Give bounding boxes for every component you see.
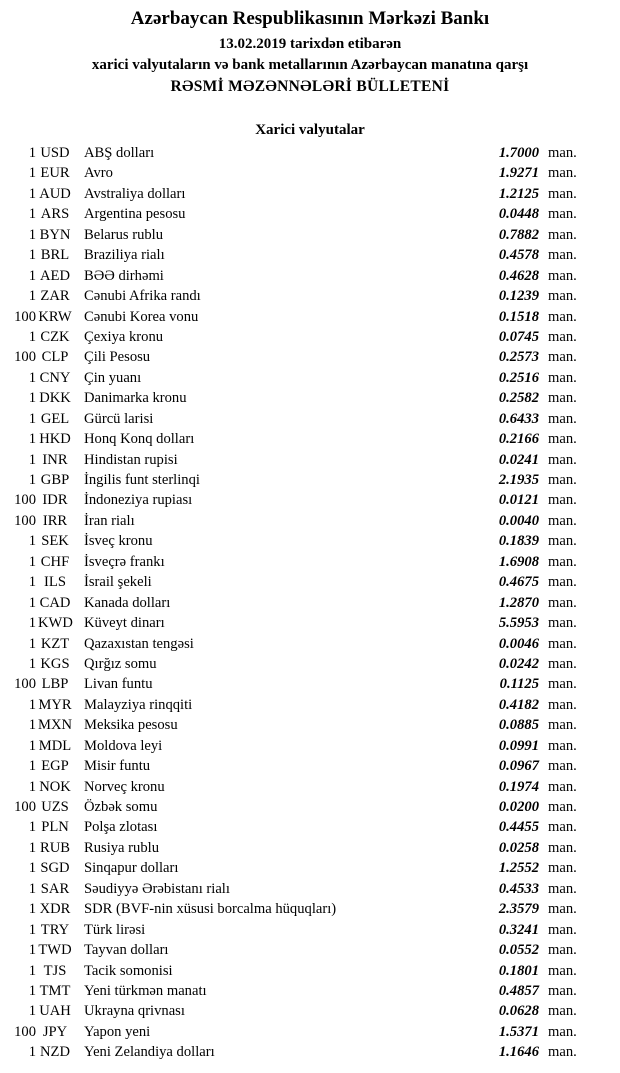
row-currency-name: Qazaxıstan tengəsi [84, 635, 194, 652]
row-quantity: 1 [28, 1003, 36, 1020]
row-currency-code: IDR [42, 492, 68, 509]
row-rate: 0.1125 [499, 676, 539, 693]
row-currency-code: JPY [42, 1023, 68, 1040]
table-row [0, 738, 620, 758]
row-currency-code: BRL [40, 247, 70, 264]
table-row [0, 329, 620, 349]
row-unit-label: man. [548, 860, 577, 877]
row-currency-code: USD [40, 145, 70, 161]
row-currency-code: UAH [39, 1003, 71, 1020]
row-unit-label: man. [548, 1023, 577, 1040]
row-rate: 0.0448 [498, 206, 539, 223]
row-currency-code: KZT [40, 635, 70, 652]
row-currency-code: SGD [40, 860, 70, 877]
row-rate: 2.1935 [498, 472, 539, 488]
row-currency-code: CNY [39, 369, 71, 386]
table-row [0, 472, 620, 492]
row-unit-label: man. [548, 492, 577, 509]
row-rate: 0.0258 [498, 839, 539, 856]
row-currency-code: MDL [38, 737, 72, 754]
table-row [0, 390, 620, 410]
table-row [0, 186, 620, 206]
table-row [0, 922, 620, 942]
table-row [0, 574, 620, 594]
table-row [0, 901, 620, 921]
row-rate: 0.6433 [498, 410, 539, 427]
row-unit-label: man. [548, 737, 577, 754]
row-quantity: 1 [28, 226, 36, 243]
row-rate: 0.1518 [498, 308, 539, 325]
row-quantity: 1 [28, 247, 36, 264]
table-row [0, 595, 620, 615]
table-row [0, 554, 620, 574]
row-rate: 0.0241 [498, 451, 539, 468]
row-quantity: 1 [28, 615, 36, 632]
row-quantity: 1 [28, 594, 36, 611]
row-currency-name: Tayvan dolları [84, 942, 169, 959]
row-currency-code: AUD [39, 185, 71, 202]
row-currency-name: Yapon yeni [84, 1023, 151, 1040]
row-rate: 0.0121 [498, 492, 539, 509]
row-rate: 1.6908 [498, 553, 539, 570]
row-rate: 0.0200 [498, 799, 539, 815]
row-unit-label: man. [548, 533, 577, 550]
row-unit-label: man. [548, 185, 577, 202]
row-rate: 0.4533 [498, 880, 539, 897]
row-unit-label: man. [548, 799, 577, 815]
row-unit-label: man. [548, 308, 577, 325]
row-currency-name: Livan funtu [84, 676, 153, 693]
row-rate: 1.5371 [498, 1023, 539, 1040]
row-rate: 0.1974 [498, 778, 539, 795]
row-unit-label: man. [548, 1044, 577, 1061]
row-unit-label: man. [548, 165, 577, 182]
row-currency-code: LBP [41, 676, 69, 693]
row-unit-label: man. [548, 839, 577, 856]
table-row [0, 963, 620, 983]
row-quantity: 1 [28, 860, 36, 877]
row-rate: 1.2125 [498, 185, 539, 202]
row-currency-code: CLP [41, 349, 69, 366]
row-currency-name: Braziliya rialı [84, 247, 165, 264]
table-row [0, 1024, 620, 1044]
row-unit-label: man. [548, 921, 577, 938]
row-quantity: 1 [28, 533, 36, 550]
row-unit-label: man. [548, 655, 577, 672]
row-currency-name: Kanada dolları [84, 594, 171, 611]
row-unit-label: man. [548, 717, 577, 734]
row-rate: 0.0628 [498, 1003, 539, 1020]
row-currency-code: INR [42, 451, 68, 468]
row-currency-name: İsrail şekeli [84, 574, 152, 591]
row-rate: 0.0242 [498, 655, 539, 672]
row-currency-name: Ukrayna qrivnası [84, 1003, 185, 1020]
row-currency-name: Küveyt dinarı [84, 615, 165, 632]
row-quantity: 100 [14, 349, 36, 366]
row-quantity: 100 [14, 308, 36, 325]
row-rate: 1.2870 [498, 594, 539, 611]
row-quantity: 1 [28, 962, 36, 979]
table-row [0, 697, 620, 717]
row-currency-name: Gürcü larisi [84, 410, 154, 427]
table-row [0, 819, 620, 839]
row-quantity: 1 [28, 369, 36, 386]
row-quantity: 1 [28, 921, 36, 938]
table-row [0, 206, 620, 226]
row-unit-label: man. [548, 615, 577, 632]
row-currency-code: PLN [41, 819, 69, 836]
table-row [0, 676, 620, 696]
row-currency-code: TWD [38, 942, 72, 959]
row-currency-name: İsveç kronu [84, 533, 153, 550]
row-currency-name: BƏƏ dirhəmi [84, 267, 164, 284]
row-currency-name: Norveç kronu [84, 778, 165, 795]
row-currency-code: MYR [38, 696, 72, 713]
row-rate: 0.4857 [498, 982, 539, 999]
row-quantity: 1 [28, 1044, 36, 1061]
row-quantity: 1 [28, 737, 36, 754]
row-currency-code: SAR [40, 880, 70, 897]
row-rate: 2.3579 [498, 901, 539, 918]
row-currency-code: CAD [39, 594, 71, 611]
row-currency-code: NZD [40, 1044, 70, 1061]
row-rate: 0.4455 [498, 819, 539, 836]
table-row [0, 942, 620, 962]
row-quantity: 1 [28, 185, 36, 202]
currency-table [0, 145, 620, 1065]
row-currency-code: HKD [39, 431, 71, 448]
row-quantity: 1 [28, 758, 36, 775]
table-row [0, 370, 620, 390]
table-row [0, 247, 620, 267]
row-quantity: 1 [28, 880, 36, 897]
table-row [0, 779, 620, 799]
bulletin-header [0, 0, 620, 97]
table-row [0, 758, 620, 778]
section-title-foreign-currencies: Xarici valyutalar [255, 122, 365, 138]
row-quantity: 1 [28, 819, 36, 836]
row-quantity: 100 [14, 676, 36, 693]
row-currency-name: Rusiya rublu [84, 839, 159, 856]
row-rate: 0.1801 [498, 962, 539, 979]
row-currency-code: AED [40, 267, 70, 284]
row-currency-name: Avro [84, 165, 113, 182]
bulletin-subtitle: xarici valyutaların və bank metallarının Azərbaycan manatına qarşı [91, 57, 529, 73]
row-quantity: 1 [28, 431, 36, 448]
row-rate: 0.2573 [498, 349, 539, 366]
row-currency-code: GBP [40, 472, 70, 488]
row-unit-label: man. [548, 288, 577, 305]
row-quantity: 1 [28, 655, 36, 672]
row-currency-code: SEK [41, 533, 69, 550]
row-rate: 0.0967 [498, 758, 539, 775]
table-row [0, 636, 620, 656]
row-quantity: 1 [28, 839, 36, 856]
row-unit-label: man. [548, 594, 577, 611]
row-currency-code: GEL [40, 410, 70, 427]
row-currency-code: ZAR [40, 288, 70, 305]
row-currency-code: CHF [40, 553, 70, 570]
row-currency-code: ILS [44, 574, 66, 591]
table-row [0, 411, 620, 431]
row-rate: 0.4628 [498, 267, 539, 284]
row-currency-name: Honq Konq dolları [84, 431, 195, 448]
row-currency-code: UZS [41, 799, 69, 815]
row-unit-label: man. [548, 758, 577, 775]
row-currency-name: Qırğız somu [84, 655, 157, 672]
row-rate: 0.1239 [498, 288, 539, 305]
row-unit-label: man. [548, 472, 577, 488]
row-unit-label: man. [548, 880, 577, 897]
row-currency-code: XDR [39, 901, 71, 918]
row-quantity: 100 [14, 512, 36, 529]
row-rate: 0.7882 [498, 226, 539, 243]
row-currency-code: DKK [39, 390, 71, 407]
row-currency-name: İngilis funt sterlinqi [84, 472, 200, 488]
row-unit-label: man. [548, 512, 577, 529]
row-quantity: 1 [28, 267, 36, 284]
table-row [0, 533, 620, 553]
row-currency-name: SDR (BVF-nin xüsusi borcalma hüquqları) [84, 901, 337, 918]
row-quantity: 1 [28, 328, 36, 345]
row-quantity: 1 [28, 206, 36, 223]
row-currency-name: Cənubi Korea vonu [84, 308, 199, 325]
row-currency-code: CZK [40, 328, 70, 345]
row-quantity: 1 [28, 553, 36, 570]
row-currency-name: Belarus rublu [84, 226, 164, 243]
row-currency-code: KRW [38, 308, 72, 325]
row-rate: 0.0046 [498, 635, 539, 652]
bulletin-name: RƏSMİ MƏZƏNNƏLƏRİ BÜLLETENİ [170, 78, 450, 95]
row-rate: 1.9271 [498, 165, 539, 182]
table-row [0, 840, 620, 860]
effective-date-line: 13.02.2019 tarixdən etibarən [218, 36, 402, 52]
row-currency-code: KWD [38, 615, 73, 632]
row-unit-label: man. [548, 942, 577, 959]
row-rate: 0.0552 [498, 942, 539, 959]
row-quantity: 1 [28, 472, 36, 488]
row-rate: 0.0885 [498, 717, 539, 734]
row-currency-code: NOK [39, 778, 71, 795]
table-row [0, 615, 620, 635]
row-currency-code: RUB [39, 839, 70, 856]
row-unit-label: man. [548, 574, 577, 591]
bank-title: Azərbaycan Respublikasının Mərkəzi Bankı [130, 8, 490, 29]
row-unit-label: man. [548, 145, 577, 161]
row-quantity: 1 [28, 635, 36, 652]
row-unit-label: man. [548, 451, 577, 468]
table-row [0, 268, 620, 288]
row-currency-code: TRY [40, 921, 70, 938]
row-currency-code: ARS [40, 206, 70, 223]
row-currency-code: EGP [41, 758, 69, 775]
row-unit-label: man. [548, 267, 577, 284]
row-rate: 1.1646 [498, 1044, 539, 1061]
row-quantity: 1 [28, 165, 36, 182]
row-quantity: 1 [28, 778, 36, 795]
row-unit-label: man. [548, 410, 577, 427]
row-currency-name: Yeni Zelandiya dolları [84, 1044, 215, 1061]
row-currency-name: İran rialı [84, 512, 135, 529]
table-row [0, 227, 620, 247]
row-quantity: 1 [28, 390, 36, 407]
row-unit-label: man. [548, 982, 577, 999]
row-currency-name: Avstraliya dolları [84, 185, 186, 202]
row-currency-name: ABŞ dolları [84, 145, 155, 161]
row-currency-name: Yeni türkmən manatı [84, 982, 207, 999]
row-rate: 5.5953 [498, 615, 539, 632]
row-quantity: 1 [28, 410, 36, 427]
row-currency-name: Malayziya rinqqiti [84, 696, 193, 713]
row-unit-label: man. [548, 226, 577, 243]
table-row [0, 881, 620, 901]
row-rate: 1.7000 [498, 145, 539, 161]
row-unit-label: man. [548, 328, 577, 345]
row-unit-label: man. [548, 635, 577, 652]
row-rate: 0.0991 [498, 737, 539, 754]
row-rate: 0.4578 [498, 247, 539, 264]
row-unit-label: man. [548, 431, 577, 448]
row-rate: 0.2582 [498, 390, 539, 407]
row-rate: 0.0745 [498, 328, 539, 345]
row-rate: 0.2516 [498, 369, 539, 386]
row-rate: 0.4675 [498, 574, 539, 591]
row-currency-name: Səudiyyə Ərəbistanı rialı [84, 880, 230, 897]
row-quantity: 1 [28, 696, 36, 713]
row-currency-code: KGS [40, 655, 70, 672]
row-quantity: 1 [28, 901, 36, 918]
row-quantity: 1 [28, 574, 36, 591]
row-unit-label: man. [548, 369, 577, 386]
row-unit-label: man. [548, 206, 577, 223]
row-unit-label: man. [548, 247, 577, 264]
row-unit-label: man. [548, 962, 577, 979]
row-quantity: 1 [28, 942, 36, 959]
table-row [0, 431, 620, 451]
row-currency-name: Çin yuanı [84, 369, 142, 386]
row-quantity: 1 [28, 145, 36, 161]
row-currency-code: TMT [39, 982, 71, 999]
row-unit-label: man. [548, 349, 577, 366]
row-quantity: 100 [14, 492, 36, 509]
row-currency-name: Çili Pesosu [84, 349, 151, 366]
table-row [0, 492, 620, 512]
row-currency-name: Danimarka kronu [84, 390, 187, 407]
row-currency-name: Meksika pesosu [84, 717, 178, 734]
row-quantity: 1 [28, 982, 36, 999]
table-row [0, 288, 620, 308]
row-currency-name: Polşa zlotası [84, 819, 158, 836]
row-unit-label: man. [548, 553, 577, 570]
row-currency-name: Cənubi Afrika randı [84, 288, 201, 305]
row-currency-name: Argentina pesosu [84, 206, 186, 223]
row-currency-code: IRR [42, 512, 68, 529]
row-currency-name: İndoneziya rupiası [84, 492, 193, 509]
row-unit-label: man. [548, 778, 577, 795]
table-row [0, 983, 620, 1003]
row-currency-name: Moldova leyi [84, 737, 163, 754]
row-unit-label: man. [548, 1003, 577, 1020]
row-currency-name: Hindistan rupisi [84, 451, 178, 468]
row-currency-name: İsveçrə frankı [84, 553, 165, 570]
row-unit-label: man. [548, 676, 577, 693]
row-currency-name: Sinqapur dolları [84, 860, 179, 877]
row-currency-name: Özbək somu [84, 799, 158, 815]
row-currency-code: BYN [39, 226, 71, 243]
table-row [0, 309, 620, 329]
row-currency-code: TJS [43, 962, 67, 979]
table-row [0, 799, 620, 819]
row-rate: 0.3241 [498, 921, 539, 938]
row-rate: 0.0040 [498, 512, 539, 529]
row-quantity: 1 [28, 451, 36, 468]
row-currency-name: Tacik somonisi [84, 962, 173, 979]
table-row [0, 1044, 620, 1064]
row-unit-label: man. [548, 390, 577, 407]
row-currency-name: Çexiya kronu [84, 328, 164, 345]
table-row [0, 860, 620, 880]
table-row [0, 717, 620, 737]
table-row [0, 349, 620, 369]
row-quantity: 1 [28, 288, 36, 305]
table-row [0, 656, 620, 676]
row-rate: 0.2166 [498, 431, 539, 448]
table-row [0, 513, 620, 533]
row-quantity: 1 [28, 717, 36, 734]
table-row [0, 145, 620, 165]
row-currency-code: MXN [38, 717, 73, 734]
row-unit-label: man. [548, 901, 577, 918]
row-rate: 0.1839 [498, 533, 539, 550]
row-quantity: 100 [14, 1023, 36, 1040]
table-row [0, 452, 620, 472]
row-quantity: 100 [14, 799, 36, 815]
table-row [0, 1003, 620, 1023]
table-row [0, 165, 620, 185]
row-unit-label: man. [548, 819, 577, 836]
row-currency-code: EUR [40, 165, 70, 182]
row-currency-name: Türk lirəsi [84, 921, 146, 938]
row-rate: 0.4182 [498, 696, 539, 713]
row-currency-name: Misir funtu [84, 758, 151, 775]
row-unit-label: man. [548, 696, 577, 713]
row-rate: 1.2552 [498, 860, 539, 877]
